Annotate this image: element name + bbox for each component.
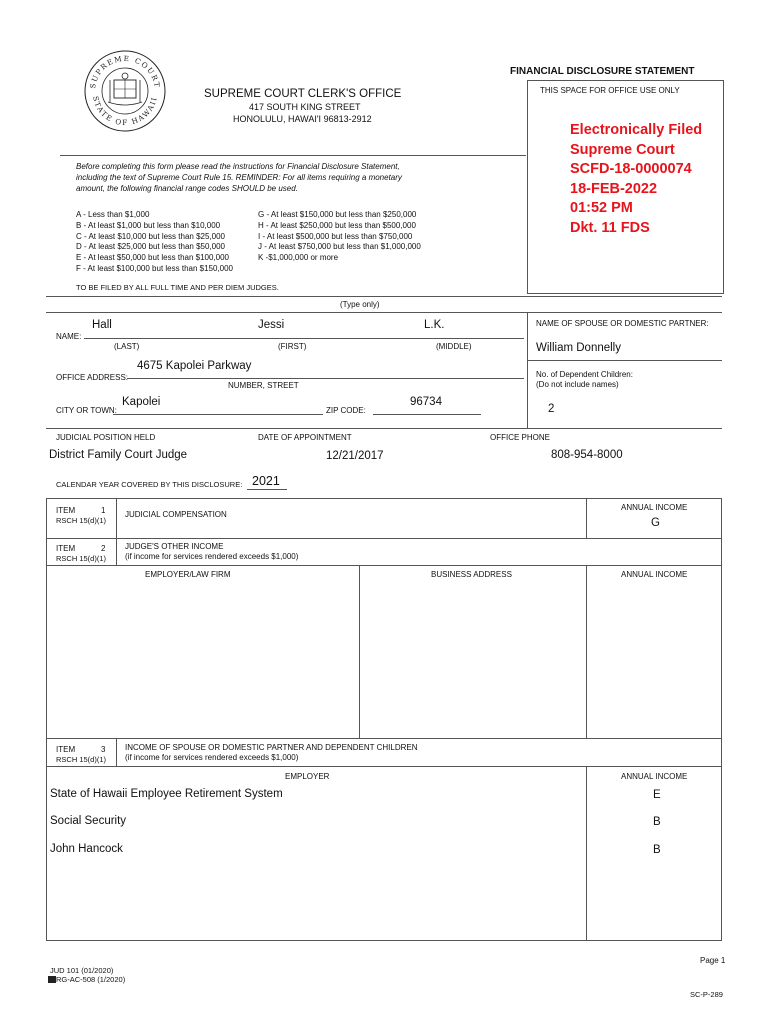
item3-rule: RSCH 15(d)(1)	[56, 755, 107, 764]
to-be-filed-note: TO BE FILED BY ALL FULL TIME AND PER DIEM JUDGES.	[76, 283, 279, 292]
name-label: NAME:	[56, 332, 82, 341]
stamp-line: Dkt. 11 FDS	[570, 219, 650, 236]
table-row-income[interactable]: E	[653, 789, 661, 801]
clerk-street: 417 SOUTH KING STREET	[249, 102, 361, 112]
item3-label: ITEM	[56, 745, 76, 754]
item3-number: 3	[101, 745, 106, 754]
table-row-income[interactable]: B	[653, 816, 661, 828]
spouse-value[interactable]: William Donnelly	[536, 342, 621, 354]
item1-income-label: ANNUAL INCOME	[621, 503, 688, 512]
item2-box	[46, 539, 722, 739]
item3-employer-header: EMPLOYER	[285, 772, 330, 781]
item2-income-header: ANNUAL INCOME	[621, 570, 688, 579]
last-name-label: (LAST)	[114, 342, 140, 351]
form-title: FINANCIAL DISCLOSURE STATEMENT	[510, 66, 695, 77]
item1-box	[46, 498, 722, 539]
first-name-value[interactable]: Jessi	[258, 319, 285, 331]
city-label: CITY OR TOWN:	[56, 406, 117, 415]
number-street-label: NUMBER, STREET	[228, 381, 299, 390]
children-note: (Do not include names)	[536, 380, 619, 389]
office-use-box	[527, 80, 724, 294]
instructions: Before completing this form please read the instructions for Financial Disclosure Statement, including the text of Supreme Court Rule 15. REMINDER: For all items requiring a monetary amount, the following financial range codes SHOULD be used.	[76, 162, 402, 193]
svg-text:STATE OF HAWAII	[91, 95, 159, 127]
stamp-line: 01:52 PM	[570, 200, 633, 216]
item3-title: INCOME OF SPOUSE OR DOMESTIC PARTNER AND DEPENDENT CHILDREN	[125, 743, 418, 752]
table-row-income[interactable]: B	[653, 844, 661, 856]
appointment-date-value[interactable]: 12/21/2017	[326, 450, 384, 462]
office-address-label: OFFICE ADDRESS:	[56, 373, 129, 382]
stamp-line: Supreme Court	[570, 141, 675, 158]
item1-number: 1	[101, 506, 106, 515]
range-codes-right: G - At least $150,000 but less than $250,000 H - At least $250,000 but less than $500,000 I - At least $500,000 but less than $750,000 J - At least $750,000 but less than $1,000,000 K -$1,000,000 or more	[258, 210, 421, 263]
footer-mark-icon	[48, 976, 56, 983]
middle-name-value[interactable]: L.K.	[424, 319, 445, 331]
item3-subtitle: (if income for services rendered exceeds $1,000)	[125, 753, 299, 762]
item2-rule: RSCH 15(d)(1)	[56, 554, 107, 563]
office-phone-label: OFFICE PHONE	[490, 433, 551, 442]
zip-value[interactable]: 96734	[410, 396, 442, 408]
type-only-label: (Type only)	[340, 300, 380, 309]
item1-label: ITEM	[56, 506, 76, 515]
range-codes-left: A - Less than $1,000 B - At least $1,000 but less than $10,000 C - At least $10,000 but less than $25,000 D - At least $25,000 but less than $50,000 E - At least $50,000 but less than $100,000 F - At least $100,000 but less than $150,000	[76, 210, 233, 273]
item1-rule: RSCH 15(d)(1)	[56, 516, 107, 525]
first-name-label: (FIRST)	[278, 342, 307, 351]
item1-income-value[interactable]: G	[651, 517, 660, 529]
item3-income-header: ANNUAL INCOME	[621, 772, 688, 781]
zip-label: ZIP CODE:	[326, 406, 366, 415]
item2-number: 2	[101, 544, 106, 553]
table-row-employer[interactable]: John Hancock	[50, 843, 123, 855]
table-row-employer[interactable]: Social Security	[50, 815, 127, 827]
stamp-line: SCFD-18-0000074	[570, 161, 692, 177]
spouse-label: NAME OF SPOUSE OR DOMESTIC PARTNER:	[536, 319, 709, 328]
office-use-label: THIS SPACE FOR OFFICE USE ONLY	[540, 86, 680, 95]
clerk-city: HONOLULU, HAWAI'I 96813-2912	[233, 114, 372, 124]
item2-label: ITEM	[56, 544, 76, 553]
item1-title: JUDICIAL COMPENSATION	[125, 510, 227, 519]
judicial-position-label: JUDICIAL POSITION HELD	[56, 433, 156, 442]
office-phone-value[interactable]: 808-954-8000	[551, 449, 623, 461]
item2-title: JUDGE'S OTHER INCOME	[125, 542, 224, 551]
table-row-employer[interactable]: State of Hawaii Employee Retirement System	[50, 788, 283, 800]
item2-address-header: BUSINESS ADDRESS	[431, 570, 512, 579]
seal-top-text: SUPREME COURT	[88, 53, 162, 90]
middle-name-label: (MIDDLE)	[436, 342, 472, 351]
item3-box	[46, 739, 722, 941]
form-code-2: RG-AC-508 (1/2020)	[56, 975, 126, 984]
item2-subtitle: (if income for services rendered exceeds $1,000)	[125, 552, 299, 561]
appointment-date-label: DATE OF APPOINTMENT	[258, 433, 352, 442]
children-label: No. of Dependent Children:	[536, 370, 633, 379]
stamp-line: 18-FEB-2022	[570, 180, 658, 197]
form-code-1: JUD 101 (01/2020)	[50, 966, 114, 975]
calendar-year-value[interactable]: 2021	[252, 474, 280, 488]
court-seal-logo	[84, 50, 166, 132]
last-name-value[interactable]: Hall	[92, 319, 112, 331]
page-number: Page 1	[700, 956, 726, 965]
clerk-office: SUPREME COURT CLERK'S OFFICE	[204, 88, 402, 100]
stamp-line: Electronically Filed	[570, 122, 703, 138]
calendar-year-label: CALENDAR YEAR COVERED BY THIS DISCLOSURE:	[56, 480, 243, 489]
judicial-position-value[interactable]: District Family Court Judge	[49, 449, 188, 461]
seal-bottom-text: STATE OF HAWAII	[91, 95, 159, 128]
item2-employer-header: EMPLOYER/LAW FIRM	[145, 570, 231, 579]
sc-code: SC-P-289	[690, 990, 723, 999]
city-value[interactable]: Kapolei	[122, 396, 161, 408]
children-value[interactable]: 2	[548, 403, 555, 415]
office-address-value[interactable]: 4675 Kapolei Parkway	[137, 360, 252, 372]
filing-stamp	[570, 121, 702, 238]
